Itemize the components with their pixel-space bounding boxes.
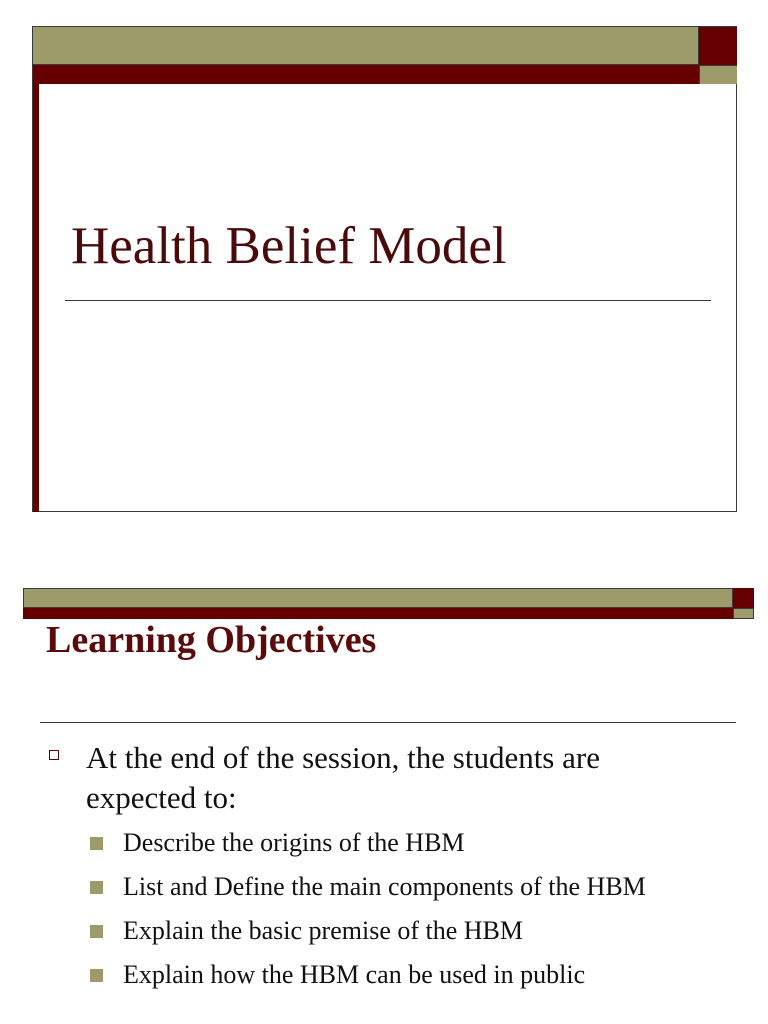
square-bullet-icon — [90, 881, 103, 894]
header-olive-bar — [33, 27, 699, 65]
list-item-text: List and Define the main components of the HBM — [123, 872, 646, 901]
title-underline — [65, 300, 711, 301]
header-corner-maroon-square — [699, 27, 737, 65]
left-accent-strip — [33, 84, 39, 512]
slide-heading: Learning Objectives — [46, 619, 377, 661]
list-item — [90, 914, 690, 948]
slide-title-text: Health Belief Model — [71, 217, 507, 275]
header-maroon-bar — [33, 65, 699, 84]
header-corner-olive-square — [733, 608, 754, 619]
sub-bullet-list — [90, 826, 690, 1002]
hollow-square-bullet-icon — [49, 750, 59, 760]
square-bullet-icon — [90, 837, 103, 850]
slide-learning-objectives — [23, 588, 754, 1024]
square-bullet-icon — [90, 969, 103, 982]
main-bullet-text: At the end of the session, the students are expected to: — [86, 740, 600, 815]
header-olive-bar — [23, 588, 733, 608]
list-item — [90, 826, 690, 860]
header-corner-olive-square — [699, 65, 737, 84]
list-item-text: Explain how the HBM can be used in public — [123, 960, 586, 989]
list-item-text: Describe the origins of the HBM — [123, 828, 465, 857]
square-bullet-icon — [90, 925, 103, 938]
header-corner-maroon-square — [733, 588, 754, 608]
heading-underline — [40, 722, 736, 723]
slide-title — [32, 26, 737, 512]
list-item-text: Explain the basic premise of the HBM — [123, 916, 524, 945]
list-item — [90, 870, 690, 904]
list-item — [90, 958, 690, 992]
main-bullet — [49, 738, 709, 818]
